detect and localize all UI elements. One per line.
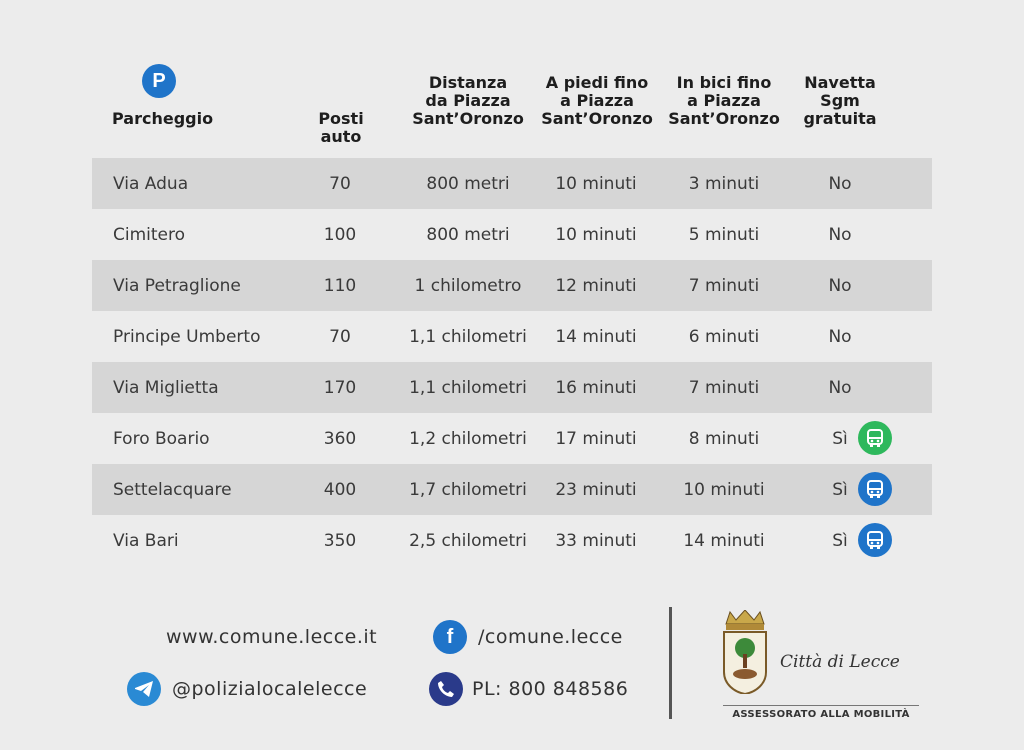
bus-icon (858, 472, 892, 506)
tempo-piedi: 10 minuti (555, 224, 637, 245)
tempo-piedi: 10 minuti (555, 173, 637, 194)
table-row (92, 464, 932, 515)
header-piedi (538, 74, 656, 128)
header-bici (664, 74, 784, 128)
navetta: No (828, 173, 852, 194)
tempo-bici: 3 minuti (688, 173, 760, 194)
posti-auto: 100 (323, 224, 357, 245)
tempo-piedi: 12 minuti (555, 275, 637, 296)
header-piedi-line3: Sant’Oronzo (541, 109, 653, 128)
table-row (92, 413, 932, 464)
tempo-bici: 5 minuti (688, 224, 760, 245)
phone-icon[interactable] (429, 672, 463, 706)
posti-auto: 350 (323, 530, 357, 551)
parking-table (92, 158, 932, 566)
facebook-text[interactable]: /comune.lecce (478, 626, 623, 648)
table-row (92, 362, 932, 413)
header-distanza (404, 74, 532, 128)
table-row (92, 158, 932, 209)
table-header (0, 0, 1024, 150)
distanza: 2,5 chilometri (409, 530, 527, 551)
header-distanza-line2: da Piazza (425, 91, 511, 110)
table-row (92, 260, 932, 311)
table-row (92, 515, 932, 566)
parking-icon: P (142, 64, 176, 98)
parking-name: Via Bari (113, 530, 179, 551)
assessorato-text: ASSESSORATO ALLA MOBILITÀ (732, 709, 910, 720)
posti-auto: 400 (323, 479, 357, 500)
header-distanza-line3: Sant’Oronzo (412, 109, 524, 128)
tempo-piedi: 23 minuti (555, 479, 637, 500)
header-posti: Posti auto (318, 109, 364, 146)
header-bici-line3: Sant’Oronzo (668, 109, 780, 128)
city-name: Città di Lecce (780, 652, 900, 672)
parking-name: Foro Boario (113, 428, 210, 449)
posti-auto: 170 (323, 377, 357, 398)
distanza: 1,1 chilometri (409, 326, 527, 347)
header-bici-line1: In bici fino (676, 73, 772, 92)
bus-icon (858, 421, 892, 455)
navetta: No (828, 377, 852, 398)
tempo-piedi: 16 minuti (555, 377, 637, 398)
posti-auto: 70 (329, 326, 351, 347)
navetta: No (828, 326, 852, 347)
tempo-piedi: 14 minuti (555, 326, 637, 347)
footer-divider (669, 607, 672, 719)
table-row (92, 209, 932, 260)
navetta: Sì (832, 530, 848, 551)
tempo-piedi: 33 minuti (555, 530, 637, 551)
parking-name: Cimitero (113, 224, 186, 245)
parking-name: Via Miglietta (113, 377, 219, 398)
tempo-bici: 7 minuti (688, 275, 760, 296)
telegram-text[interactable]: @polizialocalelecce (172, 678, 368, 700)
city-crest (720, 610, 770, 694)
tempo-piedi: 17 minuti (555, 428, 637, 449)
posti-auto: 70 (329, 173, 351, 194)
header-piedi-line1: A piedi fino (545, 73, 649, 92)
tempo-bici: 14 minuti (683, 530, 765, 551)
facebook-icon[interactable]: f (433, 620, 467, 654)
tempo-bici: 7 minuti (688, 377, 760, 398)
bus-icon (858, 523, 892, 557)
distanza: 800 metri (426, 173, 510, 194)
parking-name: Via Adua (113, 173, 189, 194)
distanza: 1,2 chilometri (409, 428, 527, 449)
header-navetta-line1: Navetta (804, 73, 876, 92)
navetta: Sì (832, 479, 848, 500)
tempo-bici: 8 minuti (688, 428, 760, 449)
website-text[interactable]: www.comune.lecce.it (166, 626, 378, 648)
navetta: No (828, 275, 852, 296)
header-navetta-line3: gratuita (803, 109, 877, 128)
navetta: Sì (832, 428, 848, 449)
header-navetta-line2: Sgm (820, 91, 860, 110)
tempo-bici: 10 minuti (683, 479, 765, 500)
tempo-bici: 6 minuti (688, 326, 760, 347)
distanza: 1,7 chilometri (409, 479, 527, 500)
posti-auto: 110 (323, 275, 357, 296)
table-row (92, 311, 932, 362)
header-piedi-line2: a Piazza (560, 91, 634, 110)
distanza: 1 chilometro (414, 275, 522, 296)
header-distanza-line1: Distanza (428, 73, 508, 92)
header-parcheggio: Parcheggio (112, 109, 214, 128)
parking-name: Principe Umberto (113, 326, 261, 347)
posti-auto: 360 (323, 428, 357, 449)
distanza: 1,1 chilometri (409, 377, 527, 398)
telegram-icon[interactable] (127, 672, 161, 706)
header-bici-line2: a Piazza (687, 91, 761, 110)
navetta: No (828, 224, 852, 245)
header-navetta (794, 74, 886, 128)
phone-text[interactable]: PL: 800 848586 (472, 678, 629, 700)
parking-name: Via Petraglione (113, 275, 241, 296)
assessorato-line (723, 705, 919, 706)
parking-name: Settelacquare (113, 479, 232, 500)
distanza: 800 metri (426, 224, 510, 245)
